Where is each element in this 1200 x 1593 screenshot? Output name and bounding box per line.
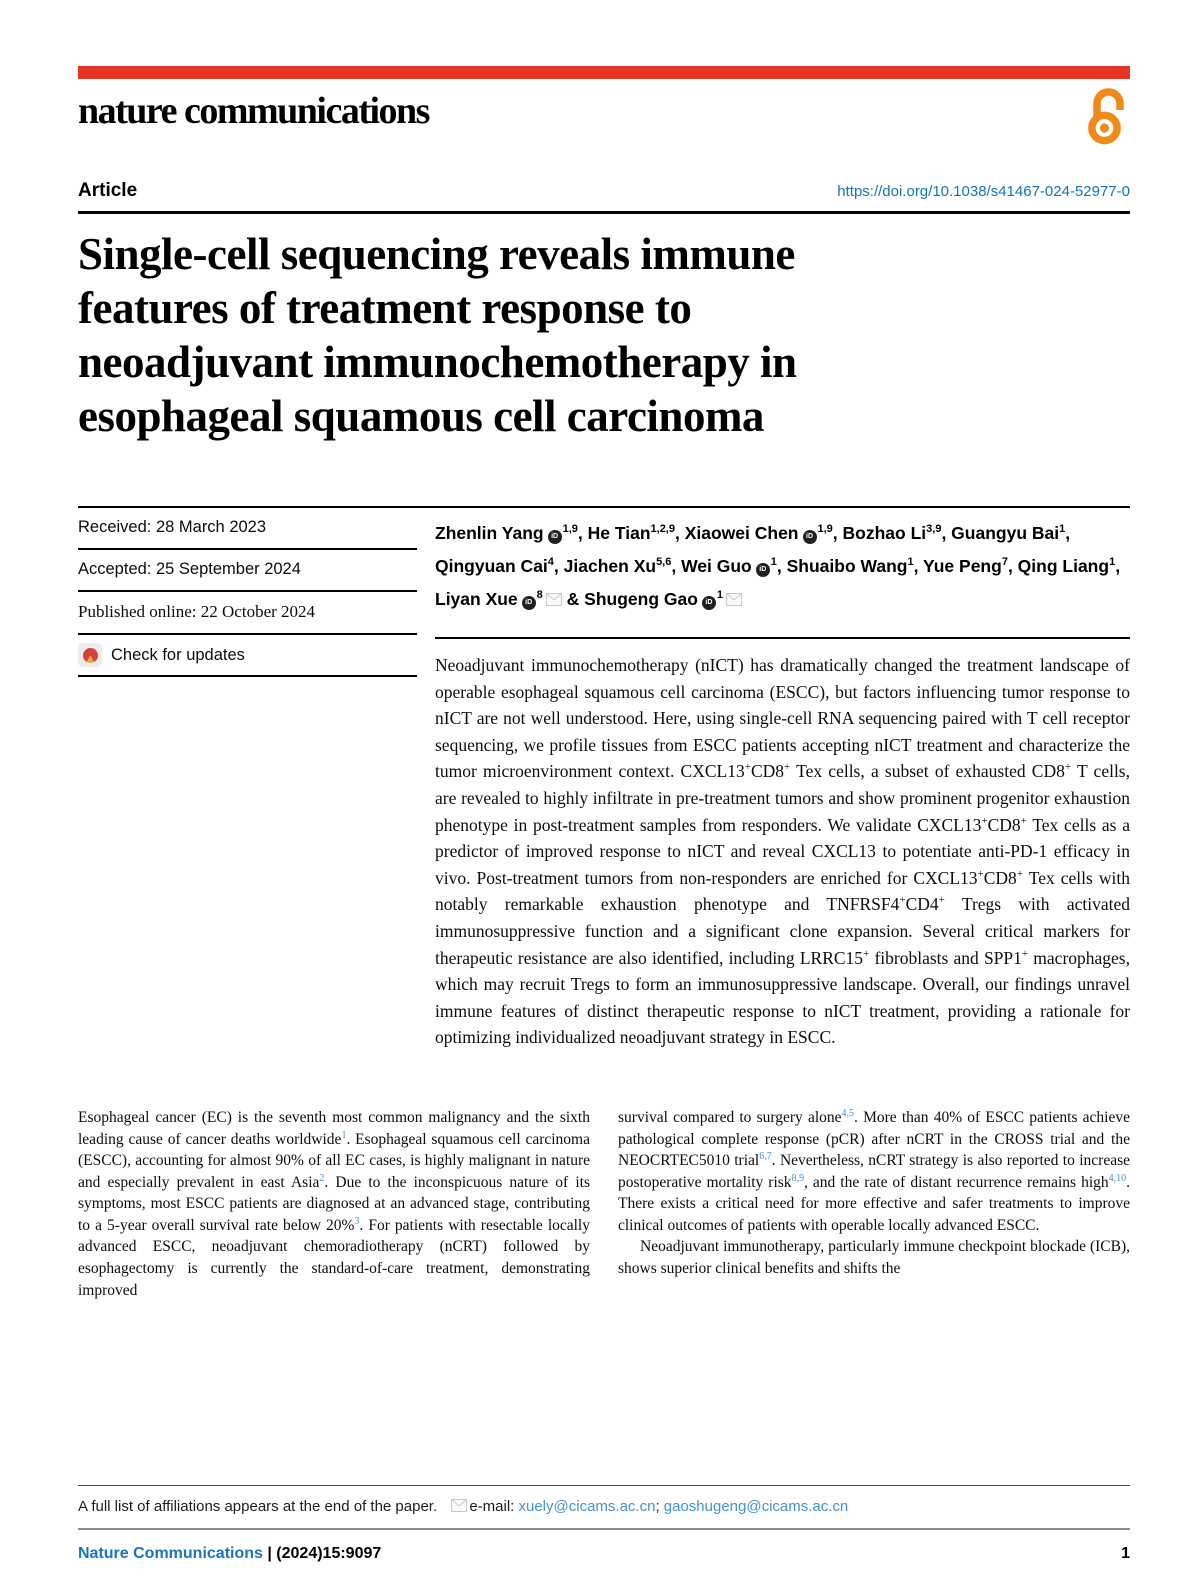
author-affiliation-sup: 5,6 (656, 556, 672, 569)
abstract-text: Neoadjuvant immunochemotherapy (nICT) has dramatically changed the treatment landscape of operable esophageal squamous cell carcinoma (ESCC), but factors influencing tumor response to nICT are not well understood. Here, using single-cell RNA sequencing paired with T cell receptor sequencing, we profile tissues from ESCC patients accepting nICT treatment and characterize the tumor microenvironment context. CXCL13+CD8+ Tex cells, a subset of exhausted CD8+ T cells, are revealed to highly infiltrate in pre-treatment tumors and show prominent progenitor exhaustion phenotype in post-treatment samples from responders. We validate CXCL13+CD8+ Tex cells as a predictor of improved response to nICT and reveal CXCL13 to potentiate anti-PD-1 efficacy in vivo. Post-treatment tumors from non-responders are enriched for CXCL13+CD8+ Tex cells with notably remarkable exhaustion phenotype and TNFRSF4+CD4+ Tregs with activated immunosuppressive function and a significant clone expansion. Several critical markers for therapeutic resistance are also identified, including LRRC15+ fibroblasts and SPP1+ macrophages, which may recruit Tregs to form an immunosuppressive landscape. Overall, our findings unravel immune features of distinct therapeutic response to nICT treatment, providing a rationale for optimizing individualized neoadjuvant strategy in ESCC. (435, 655, 1130, 1048)
author-name: Wei Guo (681, 556, 752, 576)
author-name: Liyan Xue (435, 589, 518, 609)
orcid-icon[interactable]: iD (803, 530, 817, 544)
title-line: features of treatment response to (78, 283, 692, 333)
author-affiliation-sup: 1 (716, 589, 724, 602)
open-access-icon (1087, 88, 1130, 151)
author-affiliation-sup: 1 (907, 556, 914, 569)
orcid-icon[interactable]: iD (522, 596, 536, 610)
author-list: Zhenlin Yang iD$^{1,9}$, He Tian$^{1,2,9}$, Xiaowei Chen iD$^{1,9}$, Bozhao Li$^{3,9}$, Guangyu Bai$^1$, Qingyuan Cai$^4$, Jiachen Xu$^{5,6}$, Wei Guo $iD^1$, Shuaibo Wang$^1$, Yue Peng$^7$, Qing Liang$^1$, Liyan Xue $iD^8$ & Shugeng Gao $iD^1$ (435, 523, 1121, 609)
crossmark-icon (78, 643, 102, 667)
email-icon[interactable] (546, 593, 562, 606)
info-section (78, 506, 1130, 1051)
body-column-right (618, 1107, 1130, 1301)
author-name: Qingyuan Cai (435, 556, 548, 576)
orcid-icon[interactable]: iD (702, 596, 716, 610)
dates-panel (78, 508, 417, 1051)
author-name: Zhenlin Yang (435, 523, 544, 543)
email-link-1[interactable]: xuely@cicams.ac.cn (518, 1498, 656, 1515)
author-name: Shuaibo Wang (786, 556, 908, 576)
page-number: 1 (1121, 1545, 1130, 1562)
author-affiliation-sup: 3,9 (926, 523, 942, 536)
author-name: Xiaowei Chen (684, 523, 799, 543)
author-affiliation-sup: 1 (1109, 556, 1116, 569)
author-affiliation-sup: 1,9 (817, 523, 833, 536)
body-paragraph: Esophageal cancer (EC) is the seventh most common malignancy and the sixth leading cause of cancer deaths worldwide$^1$. Esophageal squamous cell carcinoma (ESCC), accounting for almost 90% of all EC cases, is highly malignant in nature and especially prevalent in east Asia$^2$. Due to the inconspicuous nature of its symptoms, most ESCC patients are diagnosed at an advanced stage, contributing to a 5-year overall survival rate below 20%$^3$. For patients with resectable locally advanced ESCC, neoadjuvant chemoradiotherapy (nCRT) followed by esophagectomy is currently the standard-of-care treatment, demonstrating improved (78, 1108, 590, 1299)
check-for-updates-label: Check for updates (111, 645, 245, 664)
citation-text: | (2024)15:9097 (267, 1545, 382, 1562)
body-paragraph: survival compared to surgery alone$^{4,5}$. More than 40% of ESCC patients achieve pathological complete response (pCR) after nCRT in the CROSS trial and the NEOCRTEC5010 trial$^{6,7}$. Nevertheless, nCRT strategy is also reported to increase postoperative mortality risk$^{8,9}$, and the rate of distant recurrence remains high$^{4,10}$. There exists a critical need for more effective and safer treatments to improve clinical outcomes of patients with operable locally advanced ESCC. (618, 1107, 1131, 1234)
page-title (78, 227, 1130, 443)
article-row (78, 180, 1130, 202)
body-text (78, 1107, 1130, 1301)
author-name: Guangyu Bai (951, 523, 1060, 543)
article-type-label: Article (78, 180, 138, 201)
journal-name-link[interactable]: Nature Communications (78, 1545, 263, 1562)
author-name: Qing Liang (1017, 556, 1110, 576)
journal-logo: nature communications (78, 90, 429, 132)
affiliation-note (78, 1486, 1130, 1528)
body-paragraph: Neoadjuvant immunotherapy, particularly immune checkpoint blockade (ICB), shows superior clinical benefits and shifts the (618, 1238, 1130, 1278)
received-date: Received: 28 March 2023 (78, 508, 417, 550)
title-line: esophageal squamous cell carcinoma (78, 391, 764, 441)
author-name: Shugeng Gao (584, 589, 698, 609)
email-icon[interactable] (726, 593, 742, 606)
author-name: Yue Peng (923, 556, 1002, 576)
author-name: Jiachen Xu (563, 556, 657, 576)
title-divider (78, 211, 1130, 214)
orcid-icon[interactable]: iD (756, 563, 770, 577)
brand-bar (78, 66, 1130, 79)
author-affiliation-sup: 1 (1059, 523, 1066, 536)
author-affiliation-sup: 1,9 (562, 523, 578, 536)
body-column-left (78, 1107, 590, 1301)
author-affiliation-sup: 8 (536, 589, 543, 602)
author-affiliation-sup: 4 (547, 556, 554, 569)
footer-citation-row (78, 1530, 1130, 1593)
author-name: Bozhao Li (842, 523, 927, 543)
accepted-date: Accepted: 25 September 2024 (78, 550, 417, 592)
orcid-icon[interactable]: iD (548, 530, 562, 544)
doi-link[interactable]: https://doi.org/10.1038/s41467-024-52977-0 (837, 183, 1130, 200)
published-date: Published online: 22 October 2024 (78, 592, 417, 635)
authors-abstract-section (435, 508, 1130, 1051)
title-line: neoadjuvant immunochemotherapy in (78, 337, 797, 387)
affiliation-note-text: A full list of affiliations appears at the end of the paper. (78, 1498, 438, 1515)
email-label: e-mail: (469, 1498, 515, 1515)
author-affiliation-sup: 1,2,9 (650, 523, 675, 536)
author-affiliation-sup: 7 (1001, 556, 1008, 569)
check-for-updates-button[interactable] (78, 635, 417, 677)
email-icon (451, 1499, 467, 1512)
title-line: Single-cell sequencing reveals immune (78, 229, 795, 279)
author-affiliation-sup: 1 (770, 556, 777, 569)
masthead (78, 86, 1130, 178)
page-footer (78, 1485, 1130, 1593)
author-name: He Tian (587, 523, 651, 543)
email-separator: ; (655, 1498, 664, 1515)
email-link-2[interactable]: gaoshugeng@cicams.ac.cn (663, 1498, 849, 1515)
